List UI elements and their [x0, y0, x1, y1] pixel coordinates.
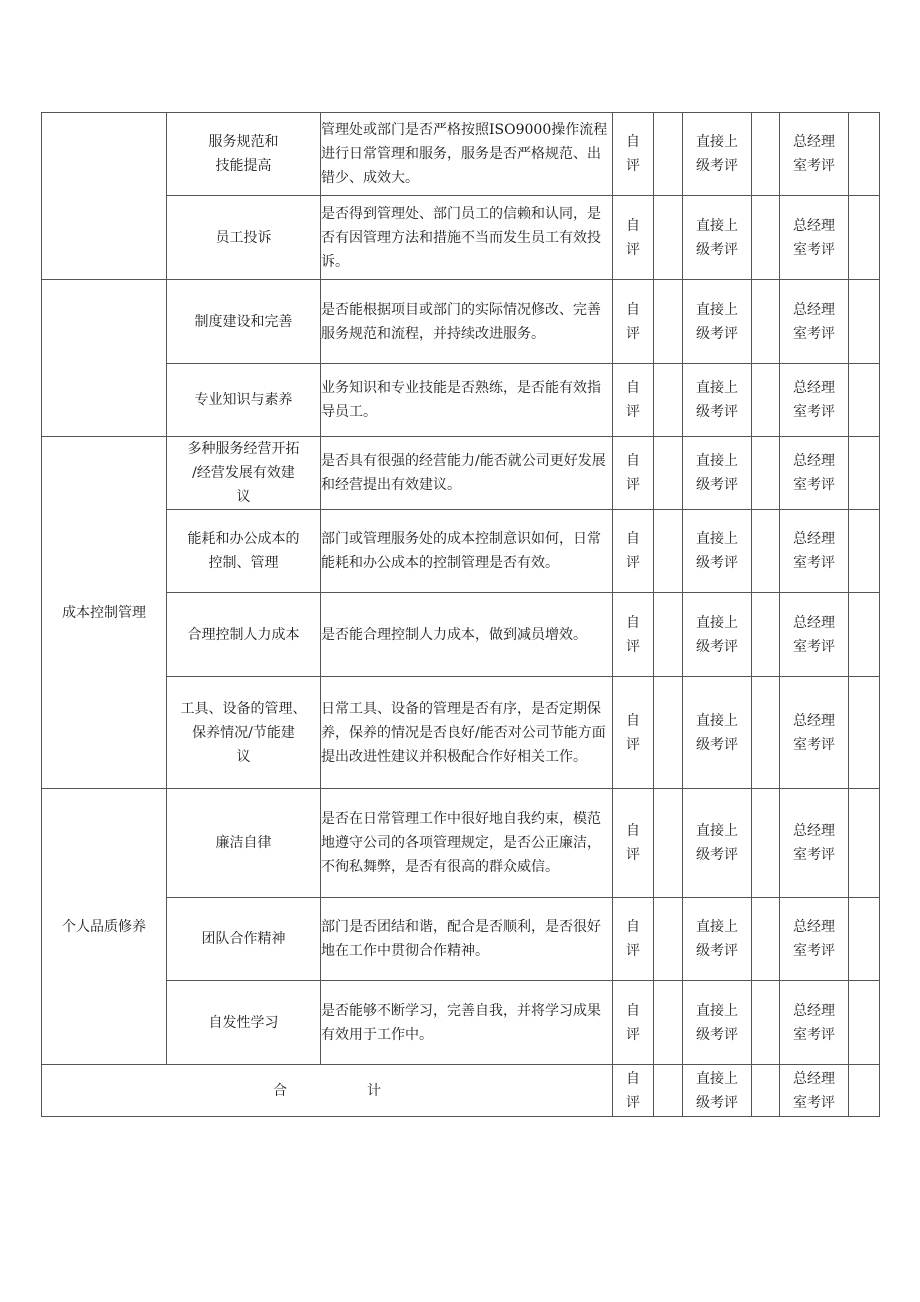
gm-office-eval-label	[780, 113, 849, 196]
self-eval-label-line: 评	[626, 241, 640, 258]
supervisor-eval-label-line: 级考评	[696, 404, 738, 420]
self-eval-score-field[interactable]	[654, 196, 683, 280]
total-label	[42, 1065, 613, 1117]
gm-office-eval-label-line: 总经理	[793, 217, 835, 234]
item-line: 专业知识与素养	[194, 392, 293, 408]
supervisor-eval-label-line: 直接上	[696, 1002, 738, 1019]
supervisor-eval-score-field[interactable]	[752, 593, 780, 677]
supervisor-eval-label-line: 级考评	[696, 638, 738, 655]
criteria-description: 业务知识和专业技能是否熟练，是否能有效指导员工。	[321, 364, 613, 437]
table-row	[42, 364, 880, 437]
supervisor-eval-label-line: 直接上	[696, 823, 738, 839]
gm-office-eval-score-field[interactable]	[849, 280, 880, 364]
item-line: 议	[236, 489, 251, 505]
supervisor-eval-label-line: 级考评	[696, 555, 738, 571]
self-eval-label-line: 评	[626, 158, 640, 174]
gm-office-eval-label-line: 总经理	[793, 453, 835, 469]
category-cell: 成本控制管理	[42, 437, 167, 789]
supervisor-eval-label-line: 直接上	[696, 919, 738, 935]
gm-office-eval-score-field[interactable]	[849, 510, 880, 593]
supervisor-eval-label	[683, 113, 752, 196]
self-eval-label-line: 自	[626, 614, 640, 631]
gm-office-eval-score-field[interactable]	[849, 196, 880, 280]
gm-office-eval-score-field[interactable]	[849, 677, 880, 789]
gm-office-eval-label-line: 室考评	[793, 477, 835, 493]
gm-office-eval-score-field[interactable]	[849, 437, 880, 510]
supervisor-eval-score-field[interactable]	[752, 898, 780, 981]
gm-office-eval-label-line: 总经理	[793, 919, 835, 935]
self-eval-label-line: 自	[626, 453, 640, 469]
gm-office-eval-label-line: 室考评	[793, 555, 835, 571]
supervisor-eval-label-line: 直接上	[696, 217, 738, 234]
gm-office-eval-label	[780, 981, 849, 1065]
self-eval-label	[613, 898, 654, 981]
supervisor-eval-score-field[interactable]	[752, 437, 780, 510]
self-eval-label-line: 自	[626, 217, 640, 234]
item-line: /经营发展有效建	[192, 465, 295, 481]
self-eval-label	[613, 677, 654, 789]
item-cell	[167, 437, 321, 510]
supervisor-eval-score-field[interactable]	[752, 789, 780, 898]
supervisor-eval-score-field[interactable]	[752, 677, 780, 789]
self-eval-label	[613, 364, 654, 437]
self-eval-score-field[interactable]	[654, 593, 683, 677]
table-row	[42, 981, 880, 1065]
self-eval-label	[613, 113, 654, 196]
gm-office-eval-label-line: 室考评	[793, 404, 835, 420]
supervisor-eval-label	[683, 364, 752, 437]
supervisor-eval-label-line: 级考评	[696, 1026, 738, 1043]
gm-office-eval-label	[780, 196, 849, 280]
gm-office-eval-label-line: 总经理	[793, 380, 835, 396]
gm-office-eval-score-field[interactable]	[849, 898, 880, 981]
item-line: 保养情况/节能建	[192, 724, 295, 741]
item-line: 自发性学习	[208, 1014, 279, 1031]
table-row	[42, 677, 880, 789]
supervisor-eval-label	[683, 677, 752, 789]
item-line: 技能提高	[215, 158, 272, 174]
self-eval-score-field[interactable]	[654, 510, 683, 593]
supervisor-eval-label	[683, 593, 752, 677]
gm-office-eval-label-line: 总经理	[793, 614, 835, 631]
item-cell	[167, 113, 321, 196]
supervisor-eval-label-line: 级考评	[696, 477, 738, 493]
supervisor-eval-label-line: 直接上	[696, 712, 738, 729]
criteria-description: 是否能合理控制人力成本，做到减员增效。	[321, 593, 613, 677]
supervisor-eval-score-field[interactable]	[752, 510, 780, 593]
item-line: 团队合作精神	[201, 931, 286, 947]
supervisor-eval-label	[683, 510, 752, 593]
gm-office-eval-label	[780, 1065, 849, 1117]
supervisor-eval-label-line: 直接上	[696, 1070, 738, 1087]
table-row	[42, 789, 880, 898]
total-label-a: 合	[273, 1082, 287, 1099]
supervisor-eval-label-line: 直接上	[696, 301, 738, 318]
supervisor-eval-score-field[interactable]	[752, 113, 780, 196]
supervisor-eval-label-line: 直接上	[696, 380, 738, 396]
criteria-description: 部门或管理服务处的成本控制意识如何，日常能耗和办公成本的控制管理是否有效。	[321, 510, 613, 593]
supervisor-eval-label	[683, 437, 752, 510]
gm-office-eval-label-line: 总经理	[793, 1070, 835, 1087]
item-cell	[167, 364, 321, 437]
table-row	[42, 437, 880, 510]
gm-office-eval-label-line: 总经理	[793, 531, 835, 547]
item-cell	[167, 981, 321, 1065]
item-cell	[167, 593, 321, 677]
supervisor-eval-score-field[interactable]	[752, 196, 780, 280]
supervisor-eval-label-line: 级考评	[696, 847, 738, 863]
item-cell	[167, 510, 321, 593]
self-eval-label-line: 评	[626, 943, 640, 959]
table-row	[42, 196, 880, 280]
item-cell	[167, 898, 321, 981]
gm-office-eval-label	[780, 898, 849, 981]
item-line: 多种服务经营开拓	[187, 441, 300, 457]
criteria-description: 是否能根据项目或部门的实际情况修改、完善服务规范和流程，并持续改进服务。	[321, 280, 613, 364]
category-cell: 个人品质修养	[42, 789, 167, 1065]
self-eval-label-line: 自	[626, 380, 640, 396]
criteria-description: 是否能够不断学习，完善自我，并将学习成果有效用于工作中。	[321, 981, 613, 1065]
gm-office-eval-label-line: 总经理	[793, 712, 835, 729]
gm-office-eval-label	[780, 364, 849, 437]
item-line: 合理控制人力成本	[187, 626, 300, 643]
item-line: 员工投诉	[215, 229, 272, 246]
gm-office-eval-label-line: 室考评	[793, 638, 835, 655]
self-eval-label	[613, 981, 654, 1065]
self-eval-label	[613, 280, 654, 364]
gm-office-eval-label-line: 室考评	[793, 1026, 835, 1043]
criteria-description: 管理处或部门是否严格按照ISO9000操作流程进行日常管理和服务，服务是否严格规范、出错少、成效大。	[321, 113, 613, 196]
gm-office-eval-score-field[interactable]	[849, 593, 880, 677]
table-row	[42, 510, 880, 593]
category-cell	[42, 280, 167, 437]
gm-office-eval-label-line: 总经理	[793, 1002, 835, 1019]
category-cell	[42, 113, 167, 280]
gm-office-eval-label-line: 室考评	[793, 943, 835, 959]
supervisor-eval-label-line: 级考评	[696, 325, 738, 342]
self-eval-score-field[interactable]	[654, 364, 683, 437]
gm-office-eval-label-line: 总经理	[793, 134, 835, 150]
supervisor-eval-label-line: 级考评	[696, 736, 738, 753]
gm-office-eval-label-line: 室考评	[793, 847, 835, 863]
supervisor-eval-label-line: 级考评	[696, 943, 738, 959]
self-eval-label-line: 自	[626, 823, 640, 839]
self-eval-score-field[interactable]	[654, 437, 683, 510]
self-eval-label-line: 自	[626, 919, 640, 935]
self-eval-label-line: 评	[626, 477, 640, 493]
gm-office-eval-label-line: 室考评	[793, 1094, 835, 1111]
total-label-b: 计	[367, 1082, 381, 1099]
supervisor-eval-label	[683, 981, 752, 1065]
self-eval-score-field[interactable]	[654, 113, 683, 196]
criteria-description: 是否在日常管理工作中很好地自我约束，模范地遵守公司的各项管理规定，是否公正廉洁，不徇私舞弊，是否有很高的群众威信。	[321, 789, 613, 898]
self-eval-label-line: 评	[626, 638, 640, 655]
supervisor-eval-label	[683, 789, 752, 898]
self-eval-label-line: 自	[626, 134, 640, 150]
item-line: 议	[236, 748, 251, 765]
self-eval-score-field[interactable]	[654, 789, 683, 898]
supervisor-eval-label	[683, 196, 752, 280]
self-eval-score-field[interactable]	[654, 1065, 683, 1117]
supervisor-eval-label-line: 级考评	[696, 158, 738, 174]
supervisor-eval-label-line: 直接上	[696, 531, 738, 547]
gm-office-eval-label-line: 室考评	[793, 325, 835, 342]
gm-office-eval-score-field[interactable]	[849, 789, 880, 898]
item-line: 廉洁自律	[215, 835, 272, 851]
gm-office-eval-label	[780, 677, 849, 789]
item-line: 控制、管理	[208, 555, 279, 571]
self-eval-label-line: 评	[626, 1026, 640, 1043]
gm-office-eval-score-field[interactable]	[849, 981, 880, 1065]
gm-office-eval-label	[780, 280, 849, 364]
self-eval-label-line: 评	[626, 736, 640, 753]
item-cell	[167, 280, 321, 364]
item-line: 服务规范和	[208, 134, 279, 150]
criteria-description: 是否具有很强的经营能力/能否就公司更好发展和经营提出有效建议。	[321, 437, 613, 510]
supervisor-eval-label-line: 直接上	[696, 453, 738, 469]
gm-office-eval-label	[780, 789, 849, 898]
gm-office-eval-label	[780, 593, 849, 677]
self-eval-label-line: 评	[626, 325, 640, 342]
supervisor-eval-label	[683, 1065, 752, 1117]
table-row	[42, 898, 880, 981]
supervisor-eval-label-line: 级考评	[696, 1094, 738, 1111]
gm-office-eval-label-line: 室考评	[793, 736, 835, 753]
item-cell	[167, 677, 321, 789]
self-eval-label-line: 自	[626, 712, 640, 729]
supervisor-eval-label-line: 级考评	[696, 241, 738, 258]
self-eval-label-line: 评	[626, 404, 640, 420]
gm-office-eval-score-field[interactable]	[849, 1065, 880, 1117]
gm-office-eval-label	[780, 437, 849, 510]
item-line: 制度建设和完善	[194, 313, 293, 330]
gm-office-eval-score-field[interactable]	[849, 364, 880, 437]
gm-office-eval-label-line: 室考评	[793, 241, 835, 258]
criteria-description: 是否得到管理处、部门员工的信赖和认同，是否有因管理方法和措施不当而发生员工有效投诉。	[321, 196, 613, 280]
item-line: 能耗和办公成本的	[187, 531, 300, 547]
self-eval-label-line: 评	[626, 847, 640, 863]
supervisor-eval-label-line: 直接上	[696, 134, 738, 150]
evaluation-table	[41, 112, 880, 1117]
self-eval-label-line: 自	[626, 1002, 640, 1019]
criteria-description: 部门是否团结和谐，配合是否顺利，是否很好地在工作中贯彻合作精神。	[321, 898, 613, 981]
supervisor-eval-label-line: 直接上	[696, 614, 738, 631]
self-eval-label	[613, 437, 654, 510]
self-eval-label-line: 自	[626, 301, 640, 318]
gm-office-eval-label-line: 总经理	[793, 823, 835, 839]
table-row	[42, 280, 880, 364]
self-eval-label-line: 自	[626, 531, 640, 547]
self-eval-label	[613, 789, 654, 898]
self-eval-label	[613, 1065, 654, 1117]
supervisor-eval-score-field[interactable]	[752, 981, 780, 1065]
item-cell	[167, 789, 321, 898]
supervisor-eval-label	[683, 280, 752, 364]
supervisor-eval-score-field[interactable]	[752, 280, 780, 364]
table-row	[42, 113, 880, 196]
item-line: 工具、设备的管理、	[180, 700, 307, 717]
gm-office-eval-label-line: 总经理	[793, 301, 835, 318]
supervisor-eval-score-field[interactable]	[752, 1065, 780, 1117]
self-eval-label-line: 评	[626, 1094, 640, 1111]
self-eval-score-field[interactable]	[654, 898, 683, 981]
item-cell	[167, 196, 321, 280]
self-eval-score-field[interactable]	[654, 981, 683, 1065]
gm-office-eval-score-field[interactable]	[849, 113, 880, 196]
criteria-description: 日常工具、设备的管理是否有序，是否定期保养，保养的情况是否良好/能否对公司节能方面提出改进性建议并积极配合作好相关工作。	[321, 677, 613, 789]
gm-office-eval-label	[780, 510, 849, 593]
self-eval-score-field[interactable]	[654, 280, 683, 364]
self-eval-score-field[interactable]	[654, 677, 683, 789]
self-eval-label	[613, 196, 654, 280]
self-eval-label	[613, 593, 654, 677]
supervisor-eval-label	[683, 898, 752, 981]
gm-office-eval-label-line: 室考评	[793, 158, 835, 174]
table-row	[42, 593, 880, 677]
total-row	[42, 1065, 880, 1117]
self-eval-label-line: 自	[626, 1070, 640, 1087]
self-eval-label	[613, 510, 654, 593]
supervisor-eval-score-field[interactable]	[752, 364, 780, 437]
self-eval-label-line: 评	[626, 555, 640, 571]
